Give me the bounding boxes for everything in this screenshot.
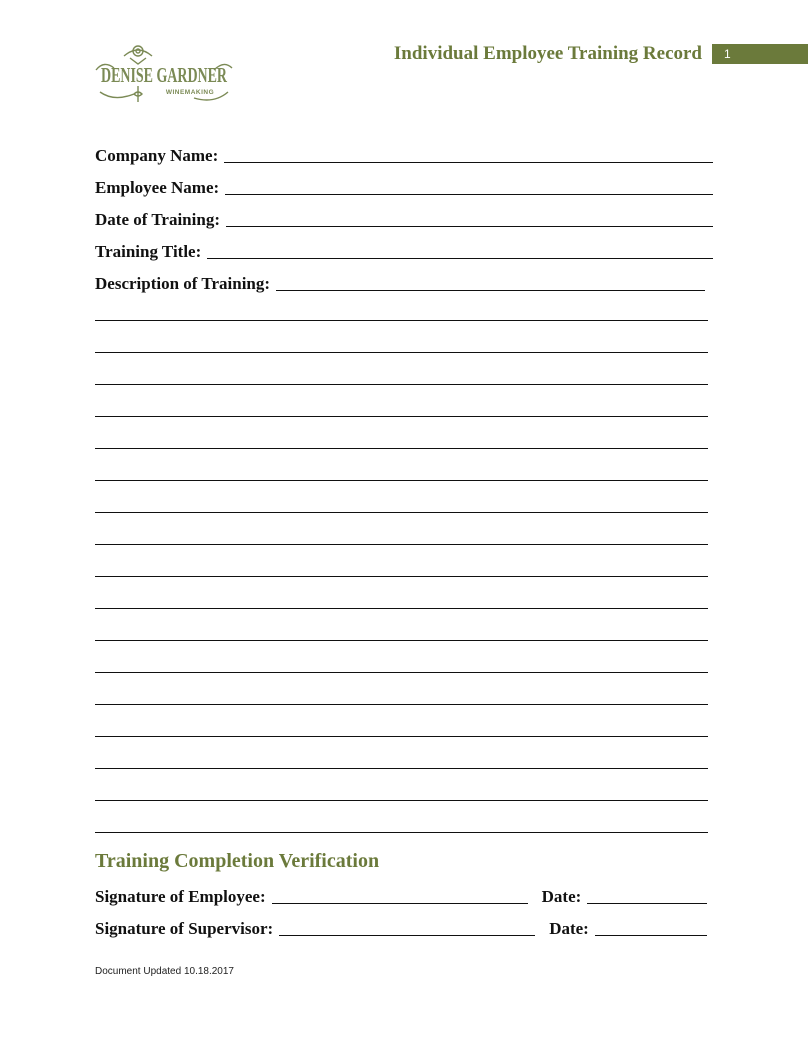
description-line[interactable] bbox=[95, 512, 708, 513]
date-label: Date: bbox=[549, 919, 589, 938]
document-updated-note: Document Updated 10.18.2017 bbox=[95, 966, 234, 977]
supervisor-signature-row[interactable] bbox=[95, 914, 707, 940]
description-line[interactable] bbox=[95, 480, 708, 481]
employee-signature-line[interactable] bbox=[272, 902, 528, 904]
description-line[interactable] bbox=[95, 448, 708, 449]
date-of-training-field[interactable] bbox=[95, 205, 713, 231]
blank-line[interactable] bbox=[226, 225, 713, 227]
field-label: Training Title: bbox=[95, 242, 202, 261]
blank-line[interactable] bbox=[276, 289, 705, 291]
description-line[interactable] bbox=[95, 416, 708, 417]
description-line[interactable] bbox=[95, 672, 708, 673]
field-label: Company Name: bbox=[95, 146, 219, 165]
blank-line[interactable] bbox=[207, 257, 713, 259]
description-line[interactable] bbox=[95, 544, 708, 545]
signature-label: Signature of Supervisor: bbox=[95, 919, 274, 938]
description-line[interactable] bbox=[95, 320, 708, 321]
description-line[interactable] bbox=[95, 640, 708, 641]
description-field[interactable] bbox=[95, 269, 705, 295]
description-line[interactable] bbox=[95, 384, 708, 385]
description-line[interactable] bbox=[95, 768, 708, 769]
employee-name-field[interactable] bbox=[95, 173, 713, 199]
date-label: Date: bbox=[541, 887, 582, 906]
blank-line[interactable] bbox=[225, 193, 713, 195]
blank-line[interactable] bbox=[224, 161, 713, 163]
supervisor-signature-line[interactable] bbox=[279, 934, 535, 936]
company-logo bbox=[94, 40, 234, 106]
description-line[interactable] bbox=[95, 576, 708, 577]
signature-label: Signature of Employee: bbox=[95, 887, 266, 906]
description-line[interactable] bbox=[95, 608, 708, 609]
logo-name: DENISE GARDNER bbox=[101, 63, 228, 87]
description-line[interactable] bbox=[95, 800, 708, 801]
description-line[interactable] bbox=[95, 704, 708, 705]
employee-date-line[interactable] bbox=[587, 902, 707, 904]
company-name-field[interactable] bbox=[95, 141, 713, 167]
description-line[interactable] bbox=[95, 832, 708, 833]
supervisor-date-line[interactable] bbox=[595, 934, 707, 936]
verification-title: Training Completion Verification bbox=[95, 850, 380, 872]
training-title-field[interactable] bbox=[95, 237, 713, 263]
field-label: Date of Training: bbox=[95, 210, 220, 229]
logo-tagline: WINEMAKING bbox=[165, 89, 215, 96]
document-title: Individual Employee Training Record bbox=[393, 43, 702, 64]
field-label: Employee Name: bbox=[95, 178, 220, 197]
description-line[interactable] bbox=[95, 352, 708, 353]
employee-signature-row[interactable] bbox=[95, 882, 707, 908]
description-line[interactable] bbox=[95, 736, 708, 737]
field-label: Description of Training: bbox=[95, 274, 271, 293]
page-number: 1 bbox=[712, 44, 808, 64]
